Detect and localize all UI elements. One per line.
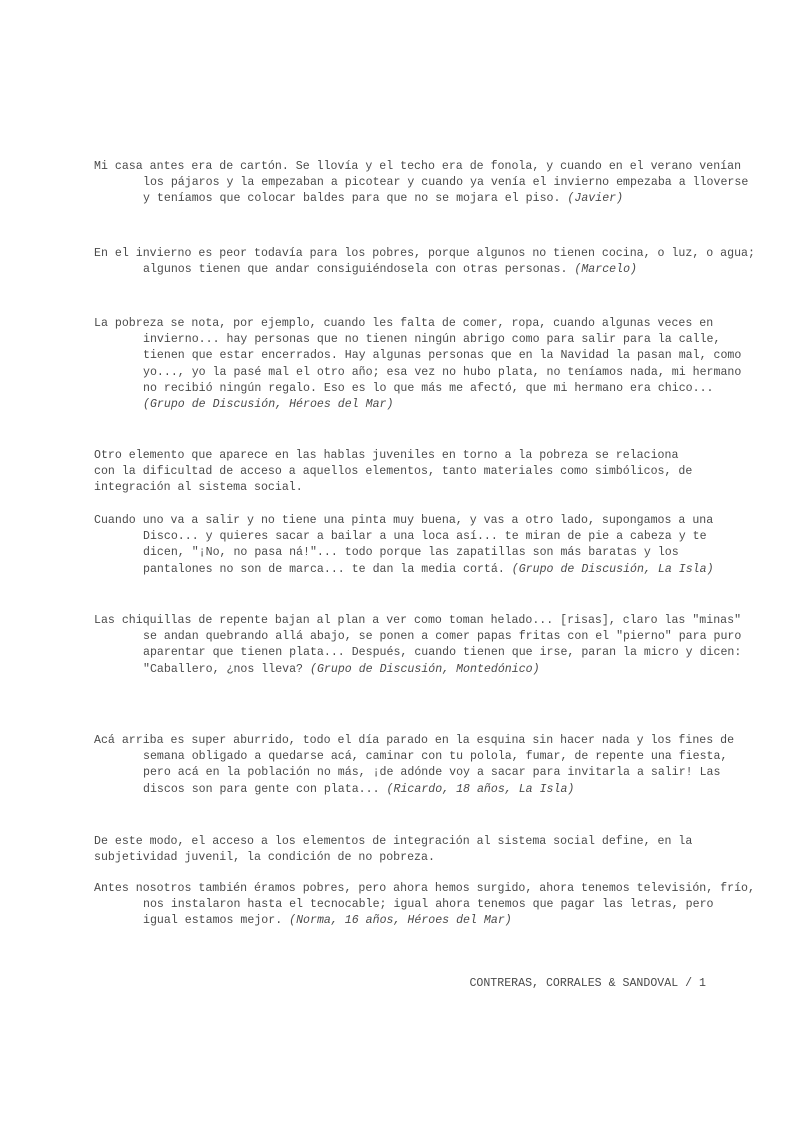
quote-text: Antes nosotros también éramos pobres, pero ahora hemos surgido, ahora tenemos televisión, frío, nos instalaron hasta el tecnocable; igual ahora tenemos que pagar las letras, pero igual estamos mejor. bbox=[94, 882, 755, 928]
body-paragraph: Otro elemento que aparece en las hablas juveniles en torno a la pobreza se relaciona con la dificultad de acceso a aquellos elementos, tanto materiales como simbólicos, de integración al sistema social. bbox=[94, 449, 693, 495]
quote-ricardo bbox=[94, 733, 755, 798]
quote-text: En el invierno es peor todavía para los pobres, porque algunos no tienen cocina, o luz, o agua; algunos tienen que andar consiguiéndosela con otras personas. bbox=[94, 247, 755, 277]
body-paragraph: De este modo, el acceso a los elementos de integración al sistema social define, en la subjetividad juvenil, la condición de no pobreza. bbox=[94, 835, 693, 865]
quote-source: (Norma, 16 años, Héroes del Mar) bbox=[289, 914, 512, 928]
quote-source: (Javier) bbox=[567, 192, 624, 206]
quote-la-isla bbox=[94, 513, 755, 578]
page-footer: CONTRERAS, CORRALES & SANDOVAL / 1 bbox=[469, 977, 706, 990]
quote-marcelo bbox=[94, 246, 755, 278]
quote-norma bbox=[94, 881, 755, 930]
quote-javier bbox=[94, 159, 755, 208]
quote-montedonico bbox=[94, 613, 755, 678]
quote-text: Acá arriba es super aburrido, todo el día parado en la esquina sin hacer nada y los fines de semana obligado a quedarse acá, caminar con tu polola, fumar, de repente una fiesta, pero acá en la población no más, ¡de adónde voy a sacar para invitarla a salir! Las discos son para gente con plata... bbox=[94, 734, 735, 796]
quote-text: Las chiquillas de repente bajan al plan a ver como toman helado... [risas], claro las "minas" se andan quebrando allá abajo, se ponen a comer papas fritas con el "pierno" para puro aparentar que tienen plata... Después, cuando tienen que irse, paran la micro y dicen: "Caballero, ¿nos lleva? bbox=[94, 614, 742, 676]
quote-source: (Grupo de Discusión, La Isla) bbox=[511, 562, 714, 576]
quote-text: Cuando uno va a salir y no tiene una pinta muy buena, y vas a otro lado, supongamos a una Disco... y quieres sacar a bailar a una loca así... te miran de pie a cabeza y te dicen, "¡No, no pasa ná!"... todo porque las zapatillas son más baratas y los pantalones no son de marca... te dan la media cortá. bbox=[94, 514, 714, 576]
quote-heroes-del-mar bbox=[94, 316, 755, 413]
quote-source: (Grupo de Discusión, Montedónico) bbox=[310, 662, 540, 676]
quote-source: (Ricardo, 18 años, La Isla) bbox=[386, 782, 575, 796]
quote-text: La pobreza se nota, por ejemplo, cuando les falta de comer, ropa, cuando algunas veces en invierno... hay personas que no tienen ningún abrigo como para salir para la calle, tienen que estar encerrados. Hay algunas personas que en la Navidad la pasan mal, como yo..., yo la pasé mal el otro año; esa vez no hubo plata, no teníamos nada, mi hermano no recibió ningún regalo. Eso es lo que más me afectó, que mi hermano era chico... bbox=[94, 317, 742, 395]
quote-source: (Marcelo) bbox=[574, 263, 637, 277]
quote-source: (Grupo de Discusión, Héroes del Mar) bbox=[143, 398, 394, 412]
quote-text: Mi casa antes era de cartón. Se llovía y el techo era de fonola, y cuando en el verano venían los pájaros y la empezaban a picotear y cuando ya venía el invierno empezaba a lloverse y teníamos que colocar baldes para que no se mojara el piso. bbox=[94, 160, 749, 206]
